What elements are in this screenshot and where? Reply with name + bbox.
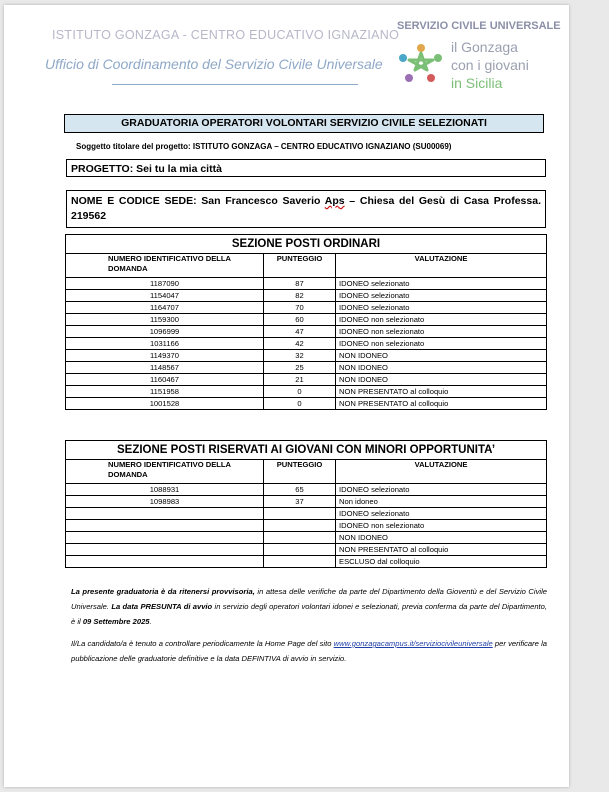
cell-id	[66, 532, 264, 544]
cell-id: 1088931	[66, 484, 264, 496]
table-row	[66, 484, 547, 496]
cell-score: 70	[264, 302, 336, 314]
cell-id: 1098983	[66, 496, 264, 508]
cell-evaluation: Non idoneo	[336, 496, 547, 508]
cell-evaluation: ESCLUSO dal colloquio	[336, 556, 547, 568]
cell-evaluation: NON IDONEO	[336, 374, 547, 386]
table-row	[66, 338, 547, 350]
cell-score: 0	[264, 398, 336, 410]
cell-evaluation: NON IDONEO	[336, 532, 547, 544]
site-text-b: – Chiesa del Gesù di Casa Professa. 219562	[71, 195, 541, 222]
cell-evaluation: NON PRESENTATO al colloquio	[336, 386, 547, 398]
cell-score: 32	[264, 350, 336, 362]
cell-id: 1148567	[66, 362, 264, 374]
site-link[interactable]: www.gonzagacampus.it/serviziocivileuniversale	[333, 639, 493, 648]
cell-id	[66, 520, 264, 532]
cell-score: 47	[264, 326, 336, 338]
footer-text-2: in servizio degli operatori volontari idonei e selezionati, previa conferma da parte del Dipartimento, è il	[71, 602, 547, 626]
table-row	[66, 290, 547, 302]
col-header-id: NUMERO IDENTIFICATIVO DELLA DOMANDA	[66, 460, 264, 484]
cell-evaluation: IDONEO selezionato	[336, 508, 547, 520]
footer-text-4: per verificare la pubblicazione delle graduatorie definitive e la data DEFINTIVA di avvio in servizio.	[71, 639, 547, 663]
table-row	[66, 556, 547, 568]
footer-bold-2: La data PRESUNTA di avvio	[111, 602, 213, 611]
cell-score: 0	[264, 386, 336, 398]
cell-id	[66, 556, 264, 568]
cell-id: 1096999	[66, 326, 264, 338]
cell-evaluation: IDONEO non selezionato	[336, 314, 547, 326]
document-title: GRADUATORIA OPERATORI VOLONTARI SERVIZIO CIVILE SELEZIONATI	[64, 114, 544, 133]
cell-score: 42	[264, 338, 336, 350]
soggetto-titolare: Soggetto titolare del progetto: ISTITUTO GONZAGA – CENTRO EDUCATIVO IGNAZIANO (SU00069)	[76, 142, 452, 151]
table-row	[66, 362, 547, 374]
cell-evaluation: NON IDONEO	[336, 350, 547, 362]
cell-score: 65	[264, 484, 336, 496]
project-name: PROGETTO: Sei tu la mia città	[66, 159, 546, 177]
reserved-seats-table	[65, 440, 547, 568]
cell-id: 1001528	[66, 398, 264, 410]
cell-score: 87	[264, 278, 336, 290]
table-row	[66, 302, 547, 314]
site-text-underlined: Aps	[324, 195, 345, 207]
section-title: SEZIONE POSTI RISERVATI AI GIOVANI CON MINORI OPPORTUNITA’	[66, 441, 547, 460]
cell-score: 25	[264, 362, 336, 374]
cell-score	[264, 508, 336, 520]
cell-id: 1187090	[66, 278, 264, 290]
cell-score	[264, 532, 336, 544]
site-text-a: NOME E CODICE SEDE: San Francesco Saverio	[71, 195, 325, 207]
col-header-score: PUNTEGGIO	[264, 460, 336, 484]
logo-text	[451, 38, 529, 92]
col-header-evaluation: VALUTAZIONE	[336, 254, 547, 278]
cell-score: 37	[264, 496, 336, 508]
table-row	[66, 520, 547, 532]
table-row	[66, 374, 547, 386]
table-row	[66, 386, 547, 398]
footer-end: .	[149, 617, 152, 626]
table-row	[66, 508, 547, 520]
footer-bold-1: La presente graduatoria è da ritenersi provvisoria,	[71, 587, 255, 596]
header-office: Ufficio di Coordinamento del Servizio Civile Universale	[45, 56, 383, 72]
cell-id: 1154047	[66, 290, 264, 302]
table-row	[66, 496, 547, 508]
cell-evaluation: NON PRESENTATO al colloquio	[336, 398, 547, 410]
header-divider	[112, 84, 358, 85]
cell-score	[264, 520, 336, 532]
cell-evaluation: IDONEO non selezionato	[336, 338, 547, 350]
section-title: SEZIONE POSTI ORDINARI	[66, 235, 547, 254]
cell-id	[66, 544, 264, 556]
cell-id	[66, 508, 264, 520]
logo-line-3: in Sicilia	[451, 75, 503, 91]
col-header-evaluation: VALUTAZIONE	[336, 460, 547, 484]
footer-paragraph-1	[71, 584, 547, 629]
cell-score: 21	[264, 374, 336, 386]
cell-score	[264, 544, 336, 556]
footer-paragraph-2	[71, 636, 547, 666]
cell-id: 1149370	[66, 350, 264, 362]
col-header-id: NUMERO IDENTIFICATIVO DELLA DOMANDA	[66, 254, 264, 278]
table-row	[66, 350, 547, 362]
cell-evaluation: IDONEO non selezionato	[336, 520, 547, 532]
cell-evaluation: IDONEO selezionato	[336, 302, 547, 314]
cell-evaluation: IDONEO non selezionato	[336, 326, 547, 338]
cell-score: 60	[264, 314, 336, 326]
cell-evaluation: IDONEO selezionato	[336, 290, 547, 302]
header-service: SERVIZIO CIVILE UNIVERSALE	[397, 20, 561, 32]
star-people-logo-icon	[397, 40, 445, 86]
table-row	[66, 278, 547, 290]
logo-line-2: con i giovani	[451, 57, 529, 73]
cell-evaluation: NON IDONEO	[336, 362, 547, 374]
table-row	[66, 544, 547, 556]
cell-evaluation: IDONEO selezionato	[336, 484, 547, 496]
table-row	[66, 532, 547, 544]
table-row	[66, 326, 547, 338]
cell-id: 1151958	[66, 386, 264, 398]
cell-id: 1160467	[66, 374, 264, 386]
cell-id: 1164707	[66, 302, 264, 314]
cell-evaluation: IDONEO selezionato	[336, 278, 547, 290]
cell-score: 82	[264, 290, 336, 302]
header-institute: ISTITUTO GONZAGA - CENTRO EDUCATIVO IGNAZIANO	[52, 28, 400, 42]
col-header-score: PUNTEGGIO	[264, 254, 336, 278]
logo-line-1: il Gonzaga	[451, 39, 518, 55]
table-row	[66, 398, 547, 410]
cell-score	[264, 556, 336, 568]
footer-text-3: Il/La candidato/a è tenuto a controllare periodicamente la Home Page del sito	[71, 639, 334, 648]
cell-id: 1031166	[66, 338, 264, 350]
table-row	[66, 314, 547, 326]
ordinary-seats-table	[65, 234, 547, 410]
footer-date: 09 Settembre 2025	[82, 617, 150, 626]
footer-text-1: in attesa delle verifiche da parte del Dipartimento della Gioventù e del Servizio Civile Universale.	[71, 587, 547, 611]
cell-id: 1159300	[66, 314, 264, 326]
site-name-code	[66, 190, 546, 228]
cell-evaluation: NON PRESENTATO al colloquio	[336, 544, 547, 556]
